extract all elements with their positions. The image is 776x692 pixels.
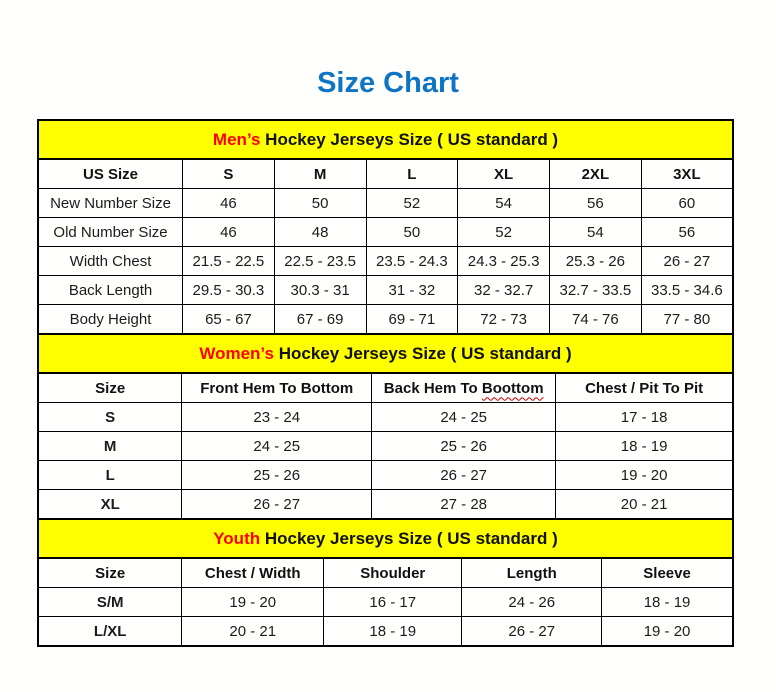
table-row <box>38 490 733 520</box>
value-cell: 31 - 32 <box>366 276 458 305</box>
row-label-cell: Back Length <box>38 276 183 305</box>
value-cell: 20 - 21 <box>556 490 733 520</box>
value-cell: 46 <box>183 218 275 247</box>
column-header-cell: 2XL <box>549 159 641 189</box>
value-cell: 19 - 20 <box>602 617 733 647</box>
column-header-cell: Size <box>38 373 182 403</box>
value-cell: 54 <box>458 189 550 218</box>
table-row <box>38 588 733 617</box>
value-cell: 26 - 27 <box>641 247 733 276</box>
row-label-cell: S/M <box>38 588 182 617</box>
value-cell: 23 - 24 <box>182 403 372 432</box>
value-cell: 65 - 67 <box>183 305 275 335</box>
table-row <box>38 189 733 218</box>
column-header-cell: Front Hem To Bottom <box>182 373 372 403</box>
value-cell: 46 <box>183 189 275 218</box>
value-cell: 67 - 69 <box>274 305 366 335</box>
section-banner-mens <box>38 120 733 159</box>
value-cell: 19 - 20 <box>182 588 324 617</box>
value-cell: 18 - 19 <box>556 432 733 461</box>
section-label-highlight: Youth <box>213 528 261 548</box>
value-cell: 24 - 26 <box>462 588 602 617</box>
row-label-cell: Body Height <box>38 305 183 335</box>
column-header-cell: S <box>183 159 275 189</box>
value-cell: 50 <box>274 189 366 218</box>
column-header-cell: Chest / Pit To Pit <box>556 373 733 403</box>
section-banner-womens <box>38 334 733 373</box>
value-cell: 22.5 - 23.5 <box>274 247 366 276</box>
value-cell: 77 - 80 <box>641 305 733 335</box>
table-row <box>38 617 733 647</box>
table-row <box>38 276 733 305</box>
value-cell: 33.5 - 34.6 <box>641 276 733 305</box>
row-label-cell: Old Number Size <box>38 218 183 247</box>
value-cell: 74 - 76 <box>549 305 641 335</box>
value-cell: 54 <box>549 218 641 247</box>
column-header-cell: 3XL <box>641 159 733 189</box>
row-label-cell: L <box>38 461 182 490</box>
value-cell: 25 - 26 <box>182 461 372 490</box>
value-cell: 29.5 - 30.3 <box>183 276 275 305</box>
size-table-mens <box>37 119 734 335</box>
column-header-cell: Size <box>38 558 182 588</box>
row-label-cell: Width Chest <box>38 247 183 276</box>
column-header-cell: M <box>274 159 366 189</box>
size-chart-tables <box>37 119 734 647</box>
section-label-rest: Hockey Jerseys Size ( US standard ) <box>260 129 559 149</box>
value-cell: 16 - 17 <box>324 588 462 617</box>
section-label-rest: Hockey Jerseys Size ( US standard ) <box>260 528 558 548</box>
table-row <box>38 432 733 461</box>
value-cell: 26 - 27 <box>462 617 602 647</box>
column-header-cell: Sleeve <box>602 558 733 588</box>
column-header-cell: XL <box>458 159 550 189</box>
size-table-youth <box>37 518 734 647</box>
section-banner-row <box>38 519 733 558</box>
row-label-cell: L/XL <box>38 617 182 647</box>
value-cell: 21.5 - 22.5 <box>183 247 275 276</box>
page-title: Size Chart <box>317 67 459 99</box>
column-header-cell: US Size <box>38 159 183 189</box>
column-header-cell: Length <box>462 558 602 588</box>
value-cell: 23.5 - 24.3 <box>366 247 458 276</box>
value-cell: 25 - 26 <box>372 432 556 461</box>
table-row <box>38 247 733 276</box>
value-cell: 18 - 19 <box>602 588 733 617</box>
row-label-cell: M <box>38 432 182 461</box>
value-cell: 32.7 - 33.5 <box>549 276 641 305</box>
value-cell: 26 - 27 <box>372 461 556 490</box>
value-cell: 52 <box>366 189 458 218</box>
row-label-cell: XL <box>38 490 182 520</box>
value-cell: 60 <box>641 189 733 218</box>
value-cell: 30.3 - 31 <box>274 276 366 305</box>
table-row <box>38 403 733 432</box>
value-cell: 52 <box>458 218 550 247</box>
table-row <box>38 461 733 490</box>
value-cell: 20 - 21 <box>182 617 324 647</box>
value-cell: 50 <box>366 218 458 247</box>
section-label-highlight: Women’s <box>199 343 274 363</box>
value-cell: 72 - 73 <box>458 305 550 335</box>
column-header-cell: L <box>366 159 458 189</box>
column-header-row <box>38 558 733 588</box>
value-cell: 24.3 - 25.3 <box>458 247 550 276</box>
value-cell: 69 - 71 <box>366 305 458 335</box>
misspelled-word: Boottom <box>481 379 544 397</box>
section-label-rest: Hockey Jerseys Size ( US standard ) <box>273 343 572 363</box>
column-header-row <box>38 159 733 189</box>
row-label-cell: New Number Size <box>38 189 183 218</box>
size-table-womens <box>37 333 734 520</box>
section-banner-row <box>38 334 733 373</box>
value-cell: 18 - 19 <box>324 617 462 647</box>
value-cell: 26 - 27 <box>182 490 372 520</box>
table-row <box>38 218 733 247</box>
value-cell: 56 <box>641 218 733 247</box>
value-cell: 56 <box>549 189 641 218</box>
section-banner-youth <box>38 519 733 558</box>
column-header-cell: Chest / Width <box>182 558 324 588</box>
column-header-cell: Shoulder <box>324 558 462 588</box>
section-label-highlight: Men’s <box>212 129 261 149</box>
value-cell: 25.3 - 26 <box>549 247 641 276</box>
value-cell: 24 - 25 <box>372 403 556 432</box>
value-cell: 32 - 32.7 <box>458 276 550 305</box>
column-header-cell: Back Hem To Boottom <box>372 373 556 403</box>
table-row <box>38 305 733 335</box>
value-cell: 48 <box>274 218 366 247</box>
value-cell: 24 - 25 <box>182 432 372 461</box>
value-cell: 19 - 20 <box>556 461 733 490</box>
row-label-cell: S <box>38 403 182 432</box>
value-cell: 27 - 28 <box>372 490 556 520</box>
section-banner-row <box>38 120 733 159</box>
column-header-row <box>38 373 733 403</box>
value-cell: 17 - 18 <box>556 403 733 432</box>
